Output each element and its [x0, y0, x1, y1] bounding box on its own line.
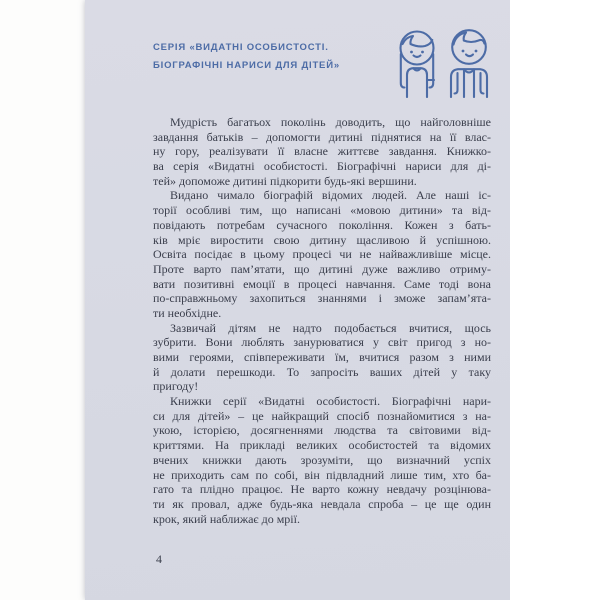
- text-line: криттями. На прикладі великих особистостей та відомих: [153, 438, 491, 453]
- scan-right-margin: [510, 0, 600, 600]
- text-line: ти необхідне.: [153, 305, 222, 320]
- body-text: [153, 115, 491, 526]
- text-line: си для дітей» – це найкращий спосіб познайомитися з на-: [153, 408, 491, 423]
- text-line: вчених книжки дають зрозуміти, що визначний успіх: [153, 452, 491, 467]
- book-page: [85, 0, 510, 600]
- text-line: ків мріє виростити свою дитину щасливою й успішною.: [153, 232, 491, 247]
- text-line: торії особливі тим, що написані «мовою дитини» та від-: [153, 203, 491, 218]
- text-line: укою, історією, досягненнями людства та світовими від-: [153, 423, 491, 438]
- paragraph: [153, 115, 491, 188]
- two-children-icon: [391, 27, 497, 98]
- text-line: вати позитивні емоції в процесі навчання. Саме тоді вона: [153, 276, 491, 291]
- text-line: крок, який наближає до мрії.: [153, 511, 300, 526]
- text-line: пригоду!: [153, 379, 199, 394]
- paragraph: [153, 321, 491, 394]
- paragraph: [153, 188, 491, 320]
- text-line: не приходить сам по собі, він підвладний лише тим, хто ба-: [153, 467, 491, 482]
- scan-left-margin: [0, 0, 85, 600]
- paragraph: [153, 394, 491, 526]
- text-line: Зазвичай дітям не надто подобається вчитися, щось: [170, 320, 491, 335]
- text-line: й долати перешкоди. То запросіть ваших дітей у таку: [153, 364, 491, 379]
- text-line: завдання батьків – допомогти дитині піднятися на її влас-: [153, 129, 491, 144]
- series-title: [153, 39, 340, 75]
- page-number: 4: [156, 552, 162, 566]
- text-line: по-справжньому захопиться знаннями і зможе запам’ята-: [153, 291, 491, 306]
- text-line: Проте варто пам’ятати, що дитині дуже важливо отриму-: [153, 261, 491, 276]
- text-line: Освіта посідає в цьому процесі чи не найважливіше місце.: [153, 247, 491, 262]
- text-line: гато та плідно працює. Не варто кожну невдачу розцінюва-: [153, 482, 491, 497]
- text-line: Мудрість багатьох поколінь доводить, що найголовніше: [170, 115, 491, 129]
- series-title-line2: БІОГРАФІЧНІ НАРИСИ ДЛЯ ДІТЕЙ»: [153, 60, 340, 71]
- series-title-line1: СЕРІЯ «ВИДАТНІ ОСОБИСТОСТІ.: [153, 42, 329, 53]
- text-line: ва серія «Видатні особистості. Біографічні нариси для ді-: [153, 159, 491, 174]
- text-line: Книжки серії «Видатні особистості. Біографічні нари-: [170, 394, 491, 409]
- text-line: зубрити. Вони люблять занурюватися у світ пригод з но-: [153, 335, 491, 350]
- text-line: ну гору, реалізувати її власне життєве завдання. Книжко-: [153, 144, 491, 159]
- text-line: вими героями, співпереживати їм, вчитися разом з ними: [153, 350, 491, 364]
- text-line: повідають потребам сучасного покоління. Кожен з бать-: [153, 217, 491, 232]
- text-line: ти як провал, адже будь-яка невдала спроба – це ще один: [153, 496, 491, 511]
- text-line: тей» допоможе дитині підкорити будь-які вершини.: [153, 173, 417, 188]
- text-line: Видано чимало біографій відомих людей. Але наші іс-: [170, 188, 491, 203]
